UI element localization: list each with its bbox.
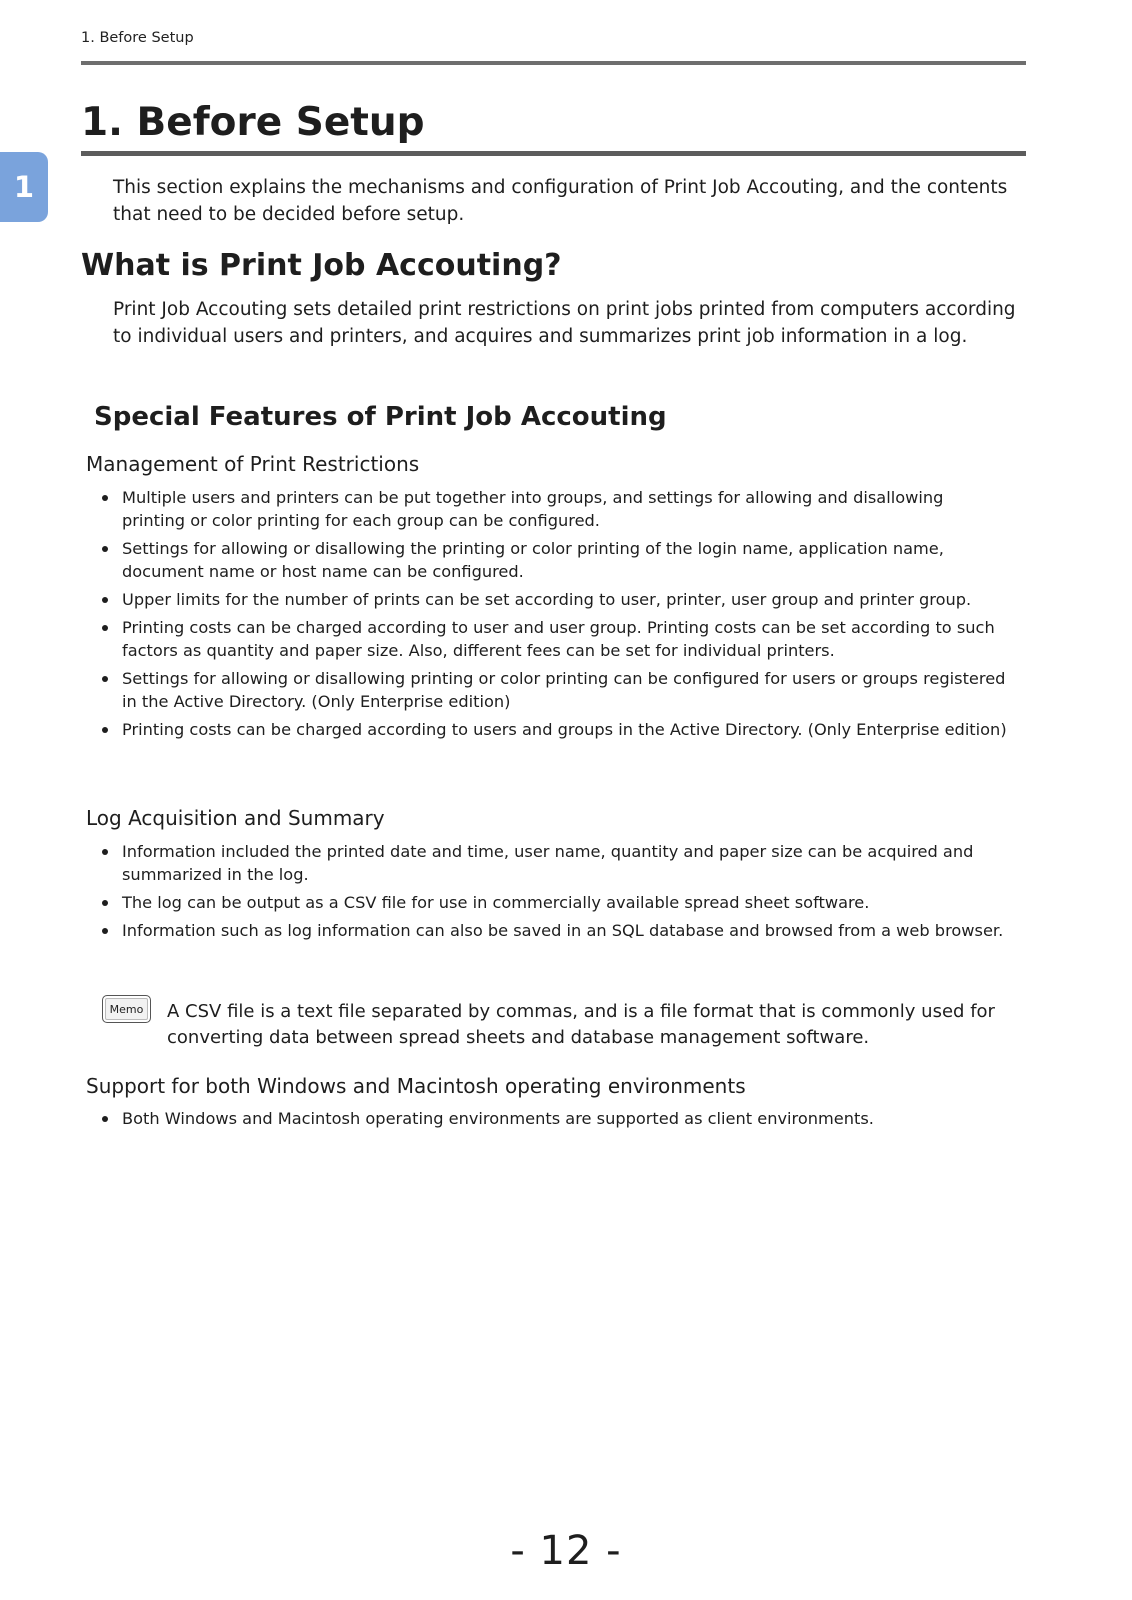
restrictions-list	[100, 486, 1010, 746]
subsection-heading-log: Log Acquisition and Summary	[86, 806, 385, 830]
list-item	[100, 840, 1010, 886]
subsection-heading-restrictions: Management of Print Restrictions	[86, 452, 420, 476]
section-body: Print Job Accouting sets detailed print restrictions on print jobs printed from computers according to individual users and printers, and acquires and summarizes print job information in a log.	[113, 299, 1016, 347]
support-list	[100, 1107, 1010, 1135]
page-title: 1. Before Setup	[81, 100, 425, 145]
intro-paragraph: This section explains the mechanisms and configuration of Print Job Accouting, and the contents that need to be decided before setup.	[113, 177, 1008, 225]
bullet-icon	[102, 1116, 108, 1122]
bullet-icon	[102, 625, 108, 631]
list-item	[100, 537, 1010, 583]
bullet-icon	[102, 495, 108, 501]
section-heading: What is Print Job Accouting?	[81, 248, 562, 283]
memo-icon: Memo	[102, 995, 151, 1023]
list-item-text: Settings for allowing or disallowing printing or color printing can be configured for users or groups registered in the Active Directory. (Only Enterprise edition)	[122, 669, 1006, 711]
list-item-text: Printing costs can be charged according to user and user group. Printing costs can be set according to such factors as quantity and paper size. Also, different fees can be set for individual printers.	[122, 618, 995, 660]
list-item	[100, 718, 1010, 741]
bullet-icon	[102, 727, 108, 733]
list-item-text: Information included the printed date and time, user name, quantity and paper size can be acquired and summarized in the log.	[122, 842, 974, 884]
features-heading: Special Features of Print Job Accouting	[94, 402, 667, 432]
list-item	[100, 1107, 1010, 1130]
log-list	[100, 840, 1010, 947]
memo-text: A CSV file is a text file separated by commas, and is a file format that is commonly used for converting data between spread sheets and database management software.	[167, 1001, 995, 1048]
list-item	[100, 891, 1010, 914]
title-rule	[81, 151, 1026, 156]
bullet-icon	[102, 597, 108, 603]
chapter-tab[interactable]: 1	[0, 152, 48, 222]
list-item-text: Printing costs can be charged according to users and groups in the Active Directory. (Only Enterprise edition)	[122, 720, 1007, 739]
list-item-text: The log can be output as a CSV file for use in commercially available spread sheet software.	[122, 893, 870, 912]
bullet-icon	[102, 676, 108, 682]
bullet-icon	[102, 546, 108, 552]
page-number: - 12 -	[510, 1528, 622, 1574]
bullet-icon	[102, 928, 108, 934]
list-item-text: Information such as log information can also be saved in an SQL database and browsed from a web browser.	[122, 921, 1004, 940]
list-item-text: Both Windows and Macintosh operating environments are supported as client environments.	[122, 1109, 874, 1128]
bullet-icon	[102, 900, 108, 906]
list-item	[100, 588, 1010, 611]
list-item	[100, 667, 1010, 713]
list-item	[100, 919, 1010, 942]
list-item-text: Upper limits for the number of prints can be set according to user, printer, user group and printer group.	[122, 590, 972, 609]
running-header: 1. Before Setup	[81, 30, 194, 46]
list-item	[100, 616, 1010, 662]
subsection-heading-support: Support for both Windows and Macintosh operating environments	[86, 1074, 746, 1098]
header-rule	[81, 61, 1026, 65]
list-item	[100, 486, 1010, 532]
list-item-text: Settings for allowing or disallowing the printing or color printing of the login name, application name, document name or host name can be configured.	[122, 539, 944, 581]
bullet-icon	[102, 849, 108, 855]
list-item-text: Multiple users and printers can be put together into groups, and settings for allowing and disallowing printing or color printing for each group can be configured.	[122, 488, 944, 530]
